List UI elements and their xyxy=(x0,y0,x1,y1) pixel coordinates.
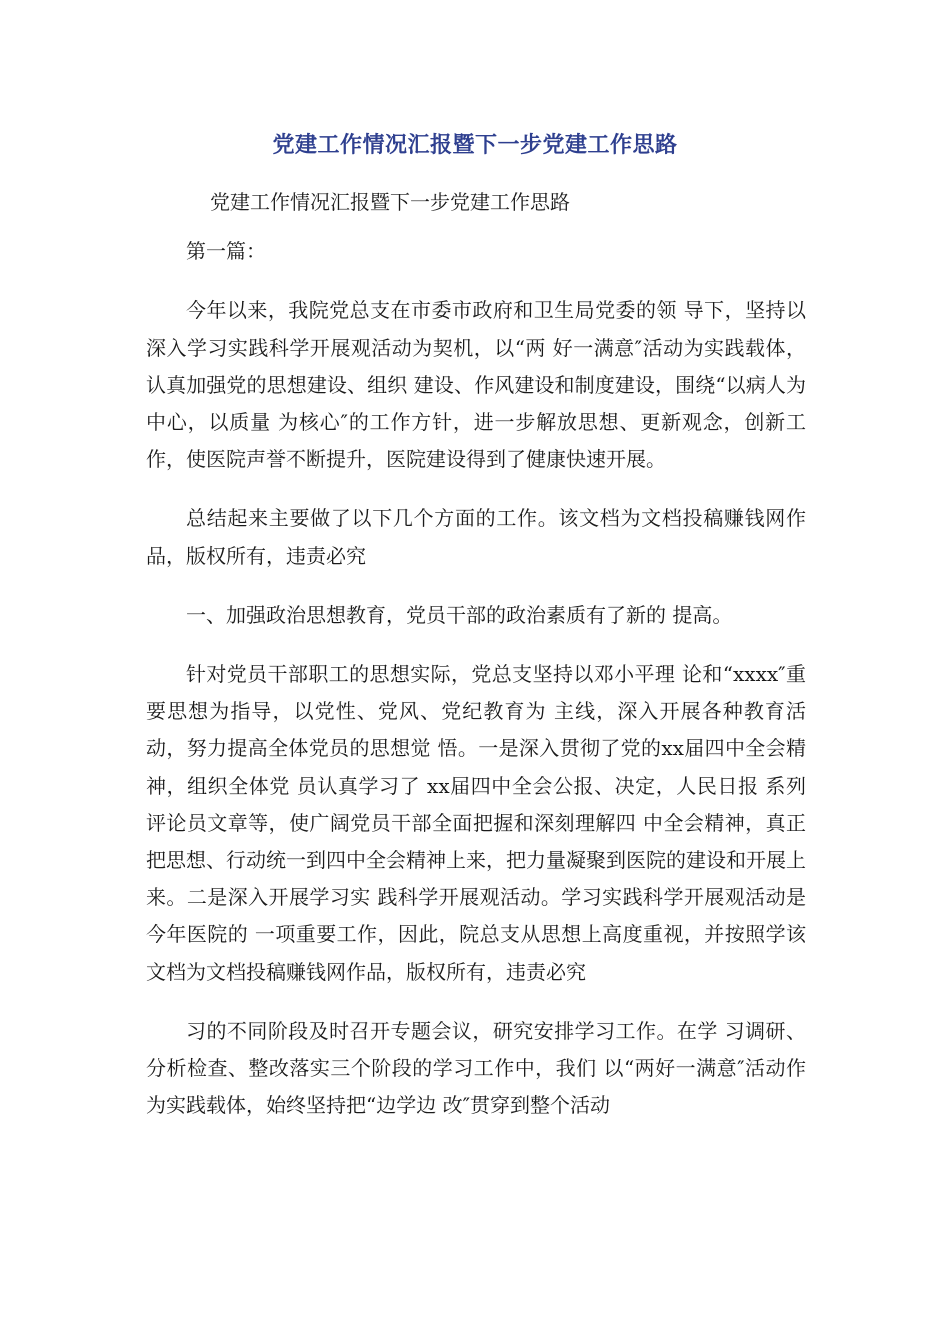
section-heading: 一、加强政治思想教育，党员干部的政治素质有了新的 提高。 xyxy=(186,602,733,627)
body-paragraph: 总结起来主要做了以下几个方面的工作。该文档为文档投稿赚钱网作品，版权所有，违责必究 xyxy=(146,506,806,568)
document-body xyxy=(146,184,806,1124)
body-paragraph: 今年以来，我院党总支在市委市政府和卫生局党委的领 导下，坚持以深入学习实践科学开展观活动为契机，以“两 好一满意″活动为实践载体，认真加强党的思想建设、组织 建设、作风建设和制度建设，围绕“以病人为中心，以质量 为核心″的工作方针，进一步解放思想、更新观念，创新工 作，使医院声誉不断提升，医院建设得到了健康快速开展。 xyxy=(146,298,806,472)
subtitle-paragraph: 党建工作情况汇报暨下一步党建工作思路 xyxy=(210,190,570,214)
document-title: 党建工作情况汇报暨下一步党建工作思路 xyxy=(272,133,678,158)
body-paragraph: 习的不同阶段及时召开专题会议，研究安排学习工作。在学 习调研、分析检查、整改落实三个阶段的学习工作中，我们 以“两好一满意″活动作为实践载体，始终坚持把“边学边 改″贯穿到整个活动 xyxy=(146,1018,806,1118)
section-label: 第一篇： xyxy=(186,239,266,264)
body-paragraph: 针对党员干部职工的思想实际，党总支坚持以邓小平理 论和“xxxx″重要思想为指导，以党性、党风、党纪教育为 主线，深入开展各种教育活动，努力提高全体党员的思想觉 悟。一是深入贯彻了党的xx届四中全会精神，组织全体党 员认真学习了 xx届四中全会公报、决定，人民日报 系列评论员文章等，使广阔党员干部全面把握和深刻理解四 中全会精神，真正把思想、行动统一到四中全会精神上来，把力量凝聚到医院的建设和开展上来。二是深入开展学习实 践科学开展观活动。学习实践科学开展观活动是今年医院的 一项重要工作，因此，院总支从思想上高度重视，并按照学该文档为文档投稿赚钱网作品，版权所有，违责必究 xyxy=(146,662,806,984)
